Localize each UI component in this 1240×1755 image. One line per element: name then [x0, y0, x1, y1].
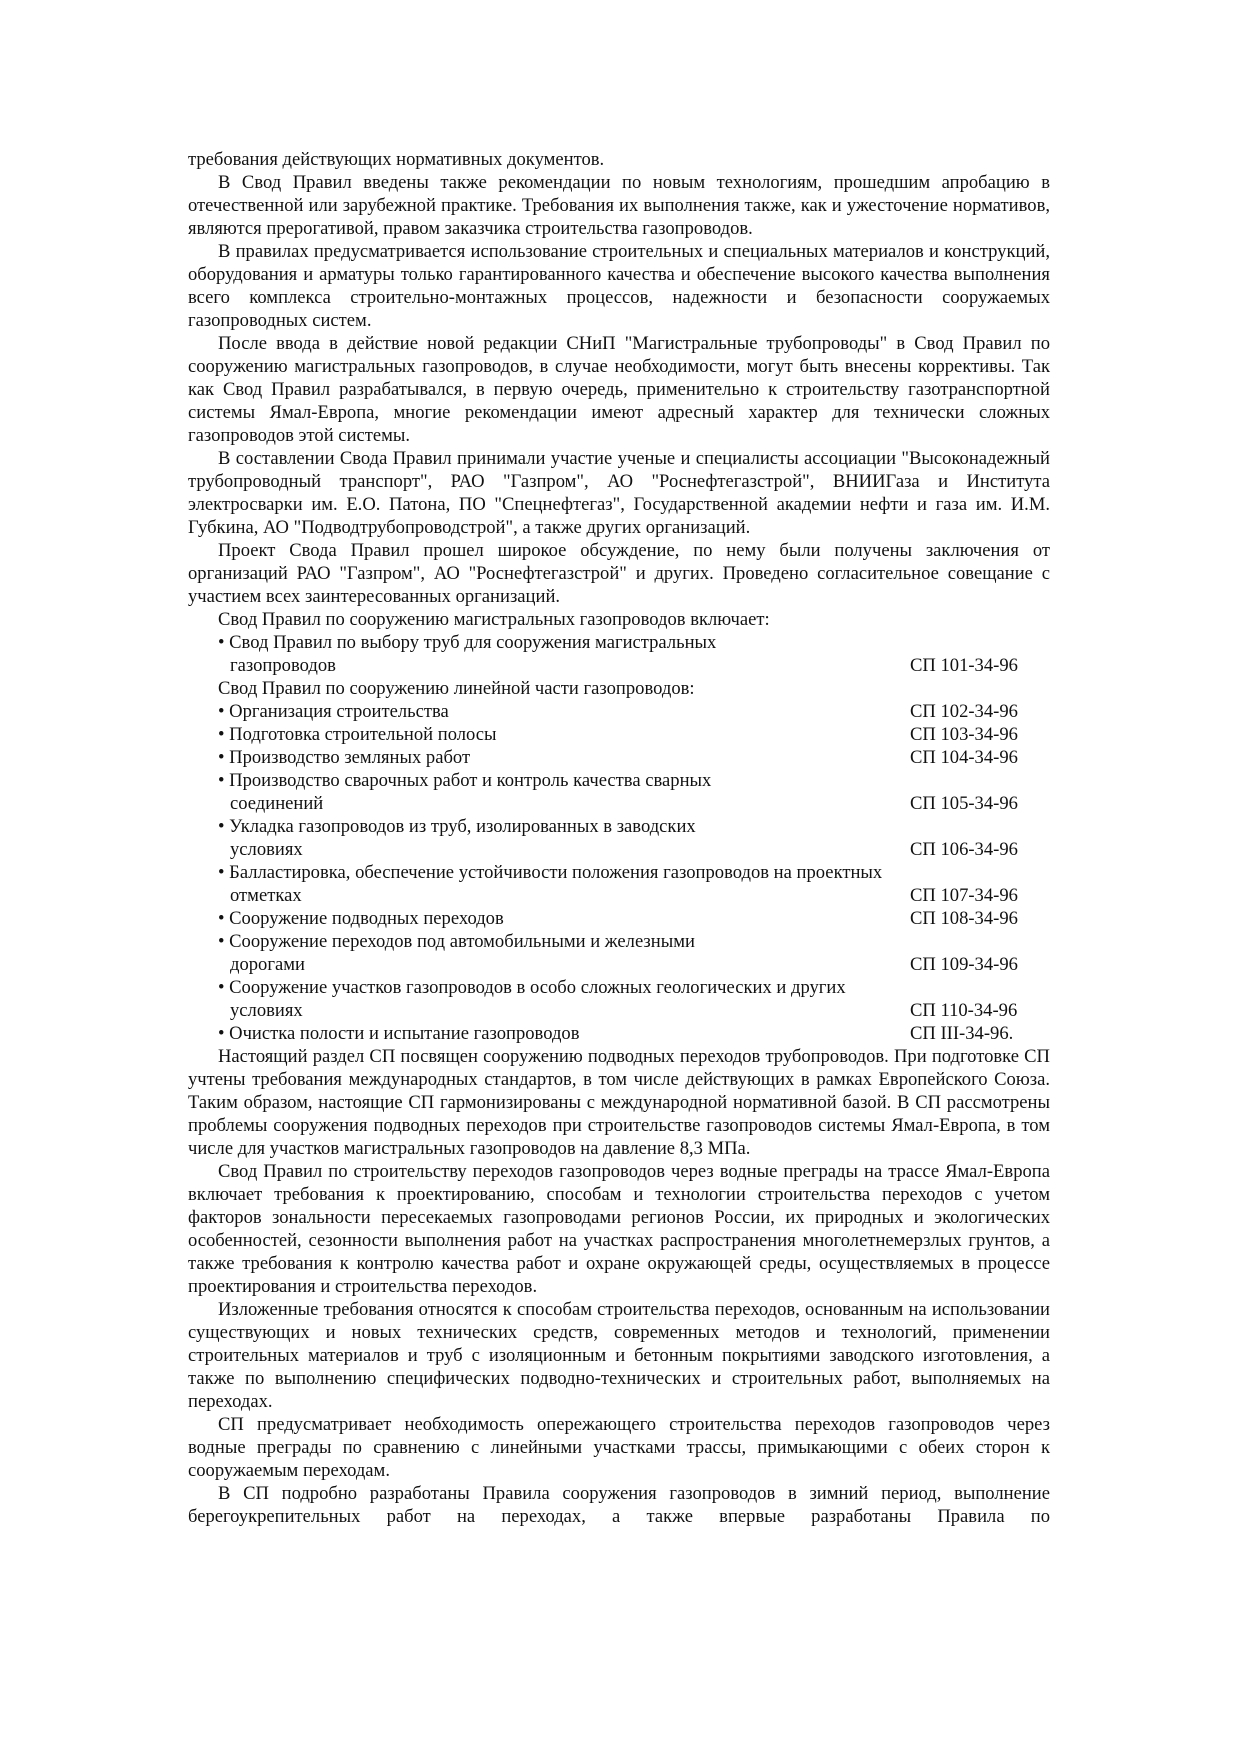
item-text-continuation: отметках	[230, 885, 302, 906]
list-intro: Свод Правил по сооружению магистральных газопроводов включает:	[218, 609, 770, 630]
list-item	[188, 976, 1050, 1022]
list-item	[188, 861, 1050, 907]
list-item	[188, 723, 1050, 746]
paragraph: Настоящий раздел СП посвящен сооружению подводных переходов трубопроводов. При подготовке СП учтены требования международных стандартов, в том числе действующих в рамках Европейского Союза. Таким образом, настоящие СП гармонизированы с международной нормативной базой. В СП рассмотрены проблемы сооружения подводных переходов при строительстве газопроводов системы Ямал-Европа, в том числе для участков магистральных газопроводов на давление 8,3 МПа.	[188, 1046, 1050, 1159]
list-item	[188, 907, 1050, 930]
paragraph: требования действующих нормативных документов.	[188, 149, 605, 170]
item-text: • Сооружение переходов под автомобильными и железными	[218, 931, 695, 952]
item-text: • Свод Правил по выбору труб для сооружения магистральных	[218, 632, 717, 653]
item-text-continuation: дорогами	[230, 954, 305, 975]
list-item	[188, 1022, 1050, 1045]
list-item	[188, 746, 1050, 769]
list-item	[188, 815, 1050, 861]
list-item	[188, 930, 1050, 976]
item-code: СП 105-34-96	[910, 793, 1018, 814]
item-text: • Подготовка строительной полосы	[218, 724, 497, 745]
item-code: СП 110-34-96	[910, 1000, 1018, 1021]
item-text: • Очистка полости и испытание газопроводов	[218, 1023, 580, 1044]
item-code: СП III-34-96.	[910, 1023, 1014, 1044]
item-text-continuation: условиях	[230, 839, 303, 860]
item-text: • Сооружение подводных переходов	[218, 908, 504, 929]
list-item	[188, 769, 1050, 815]
item-code: СП 106-34-96	[910, 839, 1018, 860]
item-code: СП 103-34-96	[910, 724, 1018, 745]
paragraph: СП предусматривает необходимость опережающего строительства переходов газопроводов через водные преграды по сравнению с линейными участками трассы, примыкающими с обеих сторон к сооружаемым переходам.	[188, 1414, 1050, 1481]
paragraph: В правилах предусматривается использование строительных и специальных материалов и конструкций, оборудования и арматуры только гарантированного качества и обеспечение высокого качества выполнения всего комплекса строительно-монтажных процессов, надежности и безопасности сооружаемых газопроводных систем.	[188, 241, 1050, 331]
paragraph: В Свод Правил введены также рекомендации по новым технологиям, прошедшим апробацию в отечественной или зарубежной практике. Требования их выполнения также, как и ужесточение нормативов, являются прерогативой, правом заказчика строительства газопроводов.	[188, 172, 1050, 239]
item-code: СП 107-34-96	[910, 885, 1018, 906]
paragraph: После ввода в действие новой редакции СНиП "Магистральные трубопроводы" в Свод Правил по сооружению магистральных газопроводов, в случае необходимости, могут быть внесены коррективы. Так как Свод Правил разрабатывался, в первую очередь, применительно к строительству газотранспортной системы Ямал-Европа, многие рекомендации имеют адресный характер для технически сложных газопроводов этой системы.	[188, 333, 1050, 446]
list-item	[188, 700, 1050, 723]
list-item	[188, 631, 1050, 677]
item-text: • Производство сварочных работ и контроль качества сварных	[218, 770, 712, 791]
item-text-continuation: газопроводов	[230, 655, 336, 676]
standards-list	[188, 608, 1050, 1045]
list-subheading: Свод Правил по сооружению линейной части газопроводов:	[218, 678, 695, 699]
item-text: • Укладка газопроводов из труб, изолированных в заводских	[218, 816, 696, 837]
item-text: • Сооружение участков газопроводов в особо сложных геологических и других	[218, 977, 846, 998]
paragraph: Изложенные требования относятся к способам строительства переходов, основанным на использовании существующих и новых технических средств, современных методов и технологий, применении строительных материалов и труб с изоляционным и бетонным покрытиями заводского изготовления, а также по выполнению специфических подводно-технических и строительных работ, выполняемых на переходах.	[188, 1299, 1050, 1412]
paragraph: В составлении Свода Правил принимали участие ученые и специалисты ассоциации "Высоконадежный трубопроводный транспорт", РАО "Газпром", АО "Роснефтегазстрой", ВНИИГаза и Института электросварки им. Е.О. Патона, ПО "Спецнефтегаз", Государственной академии нефти и газа им. И.М. Губкина, АО "Подводтрубопроводстрой", а также других организаций.	[188, 448, 1050, 538]
item-code: СП 108-34-96	[910, 908, 1018, 929]
document-page	[188, 148, 1050, 1528]
item-text: • Производство земляных работ	[218, 747, 471, 768]
item-text-continuation: условиях	[230, 1000, 303, 1021]
item-code: СП 104-34-96	[910, 747, 1018, 768]
item-text: • Балластировка, обеспечение устойчивости положения газопроводов на проектных	[218, 862, 883, 883]
paragraph: Проект Свода Правил прошел широкое обсуждение, по нему были получены заключения от организаций РАО "Газпром", АО "Роснефтегазстрой" и других. Проведено согласительное совещание с участием всех заинтересованных организаций.	[188, 540, 1050, 607]
item-code: СП 101-34-96	[910, 655, 1018, 676]
paragraph: Свод Правил по строительству переходов газопроводов через водные преграды на трассе Ямал-Европа включает требования к проектированию, способам и технологии строительства переходов с учетом факторов зональности пересекаемых газопроводами регионов России, их природных и экологических особенностей, сезонности выполнения работ на участках распространения многолетнемерзлых грунтов, а также требования к контролю качества работ и охране окружающей среды, осуществляемых в процессе проектирования и строительства переходов.	[188, 1161, 1050, 1297]
paragraph: В СП подробно разработаны Правила сооружения газопроводов в зимний период, выполнение берегоукрепительных работ на переходах, а также впервые разработаны Правила по	[188, 1483, 1050, 1527]
item-code: СП 109-34-96	[910, 954, 1018, 975]
item-text-continuation: соединений	[230, 793, 324, 814]
item-code: СП 102-34-96	[910, 701, 1018, 722]
item-text: • Организация строительства	[218, 701, 449, 722]
